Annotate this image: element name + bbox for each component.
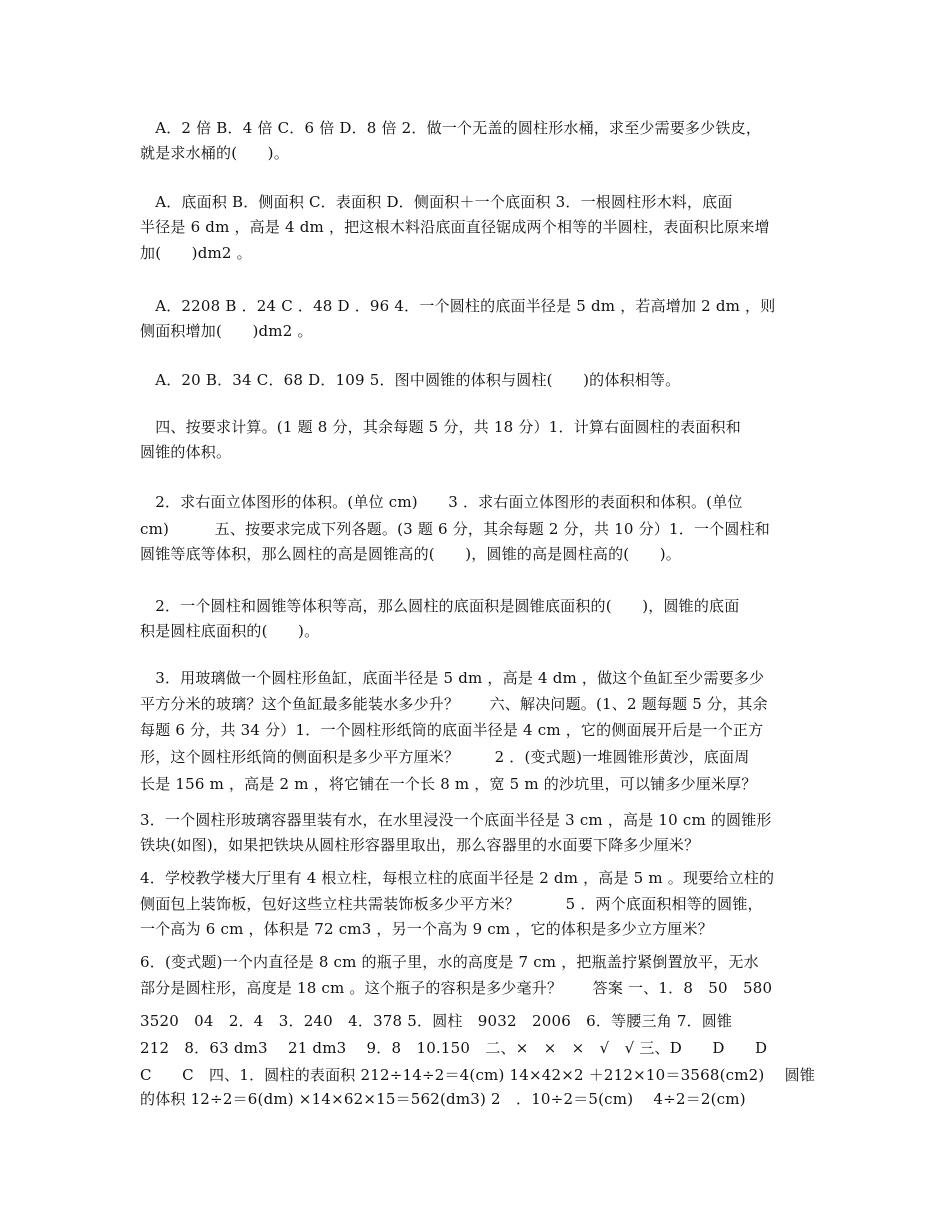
- text-line: 2．求右面立体图形的体积。(单位 cm) 3 ．求右面立体图形的表面积和体积。(单位: [140, 493, 743, 511]
- text-line: 铁块(如图)，如果把铁块从圆柱形容器里取出，那么容器里的水面要下降多少厘米？: [140, 836, 700, 854]
- text-line: 6．(变式题)一个内直径是 8 cm 的瓶子里，水的高度是 7 cm ，把瓶盖拧紧倒置放平，无水: [140, 953, 759, 971]
- text-line: 2．一个圆柱和圆锥等体积等高，那么圆柱的底面积是圆锥底面积的( )，圆锥的底面: [140, 597, 740, 615]
- text-line: A．2 倍 B．4 倍 C．6 倍 D．8 倍 2．做一个无盖的圆柱形水桶，求至少需要多少铁皮，: [140, 119, 762, 137]
- text-line: 半径是 6 dm ，高是 4 dm ，把这根木料沿底面直径锯成两个相等的半圆柱，表面积比原来增: [140, 218, 770, 236]
- text-line: cm) 五、按要求完成下列各题。(3 题 6 分，其余每题 2 分，共 10 分）1．一个圆柱和: [140, 520, 770, 538]
- text-line: 侧面包上装饰板，包好这些立柱共需装饰板多少平方米？ 5 ．两个底面积相等的圆锥，: [140, 895, 763, 913]
- text-line: 加( )dm2 。: [140, 244, 252, 262]
- text-line: 就是求水桶的( )。: [140, 144, 289, 162]
- text-line: A．20 B．34 C．68 D．109 5．图中圆锥的体积与圆柱( )的体积相等。: [140, 371, 681, 389]
- text-line: 平方分米的玻璃？这个鱼缸最多能装水多少升？ 六、解决问题。(1、2 题每题 5 分，其余: [140, 695, 768, 713]
- text-line: 侧面积增加( )dm2 。: [140, 322, 313, 340]
- text-line: 4．学校教学楼大厅里有 4 根立柱，每根立柱的底面半径是 2 dm ，高是 5 m 。现要给立柱的: [140, 869, 775, 887]
- text-line: 的体积 12÷2＝6(dm) ×14×62×15＝562(dm3) 2 ．10÷2＝5(cm) 4÷2＝2(cm): [140, 1090, 746, 1108]
- text-line: 一个高为 6 cm ，体积是 72 cm3 ，另一个高为 9 cm ，它的体积是多少立方厘米？: [140, 920, 713, 938]
- text-line: A．底面积 B．侧面积 C．表面积 D．侧面积＋一个底面积 3．一根圆柱形木料，底面: [140, 193, 733, 211]
- text-line: 圆锥的体积。: [140, 443, 232, 461]
- text-line: A．2208 B ．24 C ．48 D ．96 4．一个圆柱的底面半径是 5 dm ，若高增加 2 dm ，则: [140, 297, 776, 315]
- text-line: 每题 6 分，共 34 分）1．一个圆柱形纸筒的底面半径是 4 cm ，它的侧面展开后是一个正方: [140, 721, 764, 739]
- text-line: 形，这个圆柱形纸筒的侧面积是多少平方厘米？ 2 ．(变式题)一堆圆锥形黄沙，底面周: [140, 748, 750, 766]
- text-line: 圆锥等底等体积，那么圆柱的高是圆锥高的( )，圆锥的高是圆柱高的( )。: [140, 545, 682, 563]
- text-line: 3．一个圆柱形玻璃容器里装有水，在水里浸没一个底面半径是 3 cm ，高是 10 cm 的圆锥形: [140, 811, 772, 829]
- text-line: 四、按要求计算。(1 题 8 分，其余每题 5 分，共 18 分）1．计算右面圆柱的表面积和: [140, 418, 741, 436]
- text-line: C C 四、1．圆柱的表面积 212÷14÷2＝4(cm) 14×42×2 ＋212×10＝3568(cm2) 圆锥: [140, 1066, 816, 1084]
- text-line: 3520 04 2．4 3．240 4．378 5．圆柱 9032 2006 6．等腰三角 7．圆锥: [140, 1012, 733, 1030]
- text-line: 积是圆柱底面积的( )。: [140, 622, 320, 640]
- text-line: 部分是圆柱形，高度是 18 cm 。这个瓶子的容积是多少毫升？ 答案 一、1．8 50 580: [140, 979, 773, 997]
- text-line: 长是 156 m ，高是 2 m ，将它铺在一个长 8 m ，宽 5 m 的沙坑里，可以铺多少厘米厚？: [140, 775, 757, 793]
- text-line: 212 8．63 dm3 21 dm3 9．8 10.150 二、× × × √ √ 三、D D D: [140, 1039, 768, 1057]
- text-line: 3．用玻璃做一个圆柱形鱼缸，底面半径是 5 dm ，高是 4 dm ，做这个鱼缸至少需要多少: [140, 669, 765, 687]
